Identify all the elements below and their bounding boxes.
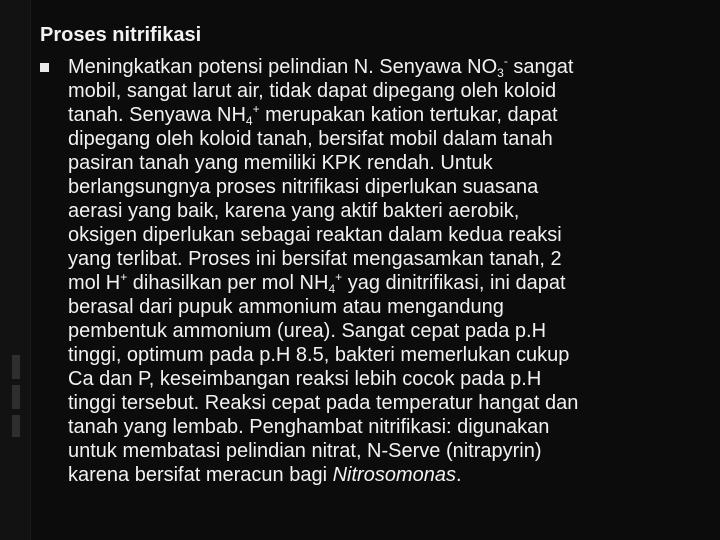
superscript: + — [335, 270, 343, 284]
text-line — [68, 367, 712, 391]
subscript: 3 — [497, 66, 504, 80]
text-line — [68, 463, 712, 487]
text-run: karena bersifat meracun bagi — [68, 464, 333, 486]
text-run: untuk membatasi pelindian nitrat, N-Serve (nitrapyrin) — [68, 440, 542, 462]
accent-bar — [12, 355, 20, 379]
slide-content — [40, 23, 712, 487]
square-bullet-icon — [40, 63, 49, 72]
bullet-item — [40, 55, 712, 487]
slide-title: Proses nitrifikasi — [40, 24, 202, 46]
text-run: . — [455, 464, 462, 486]
text-line — [68, 343, 712, 367]
text-run: yang terlibat. Proses ini bersifat mengasamkan tanah, 2 — [68, 248, 562, 270]
superscript: + — [120, 270, 128, 284]
text-line — [68, 319, 712, 343]
text-line — [68, 79, 712, 103]
text-run: mobil, sangat larut air, tidak dapat dipegang oleh koloid — [68, 80, 557, 102]
bullet-text — [68, 55, 712, 487]
text-run: mol H — [68, 272, 121, 294]
text-line — [68, 247, 712, 271]
text-run: tinggi, optimum pada p.H 8.5, bakteri memerlukan cukup — [68, 344, 570, 366]
text-line — [68, 391, 712, 415]
text-line — [68, 295, 712, 319]
text-run: oksigen diperlukan sebagai reaktan dalam kedua reaksi — [68, 224, 562, 246]
text-line — [68, 151, 712, 175]
superscript: - — [503, 54, 508, 68]
text-line — [68, 103, 712, 127]
text-line — [68, 127, 712, 151]
text-run: merupakan kation tertukar, dapat — [259, 104, 558, 126]
text-run: pasiran tanah yang memiliki KPK rendah. Untuk — [68, 152, 493, 174]
accent-bar — [12, 415, 20, 437]
text-run: tanah yang lembab. Penghambat nitrifikasi: digunakan — [68, 416, 550, 438]
text-run: dihasilkan per mol NH — [127, 272, 329, 294]
divider-line — [30, 0, 31, 540]
text-line — [68, 271, 712, 295]
accent-bar — [12, 385, 20, 409]
text-run: pembentuk ammonium (urea). Sangat cepat pada p.H — [68, 320, 547, 342]
text-run: tinggi tersebut. Reaksi cepat pada temperatur hangat dan — [68, 392, 579, 414]
subscript: 4 — [328, 282, 336, 296]
text-line — [68, 223, 712, 247]
text-line — [68, 175, 712, 199]
text-run: Ca dan P, keseimbangan reaksi lebih cocok pada p.H — [68, 368, 542, 390]
text-run: sangat — [507, 56, 574, 78]
text-line — [68, 415, 712, 439]
text-line — [68, 55, 712, 79]
superscript: + — [252, 102, 260, 116]
left-rail — [0, 0, 30, 540]
italic-text: Nitrosomonas — [332, 464, 456, 486]
text-run: Meningkatkan potensi pelindian N. Senyawa NO — [68, 56, 498, 78]
text-run: berlangsungnya proses nitrifikasi diperlukan suasana — [68, 176, 539, 198]
text-run: dipegang oleh koloid tanah, bersifat mobil dalam tanah — [68, 128, 553, 150]
text-line — [68, 439, 712, 463]
subscript: 4 — [245, 114, 253, 128]
text-run: tanah. Senyawa NH — [68, 104, 246, 126]
text-run: yag dinitrifikasi, ini dapat — [342, 272, 566, 294]
text-run: aerasi yang baik, karena yang aktif bakteri aerobik, — [68, 200, 520, 222]
text-line — [68, 199, 712, 223]
text-run: berasal dari pupuk ammonium atau mengandung — [68, 296, 504, 318]
